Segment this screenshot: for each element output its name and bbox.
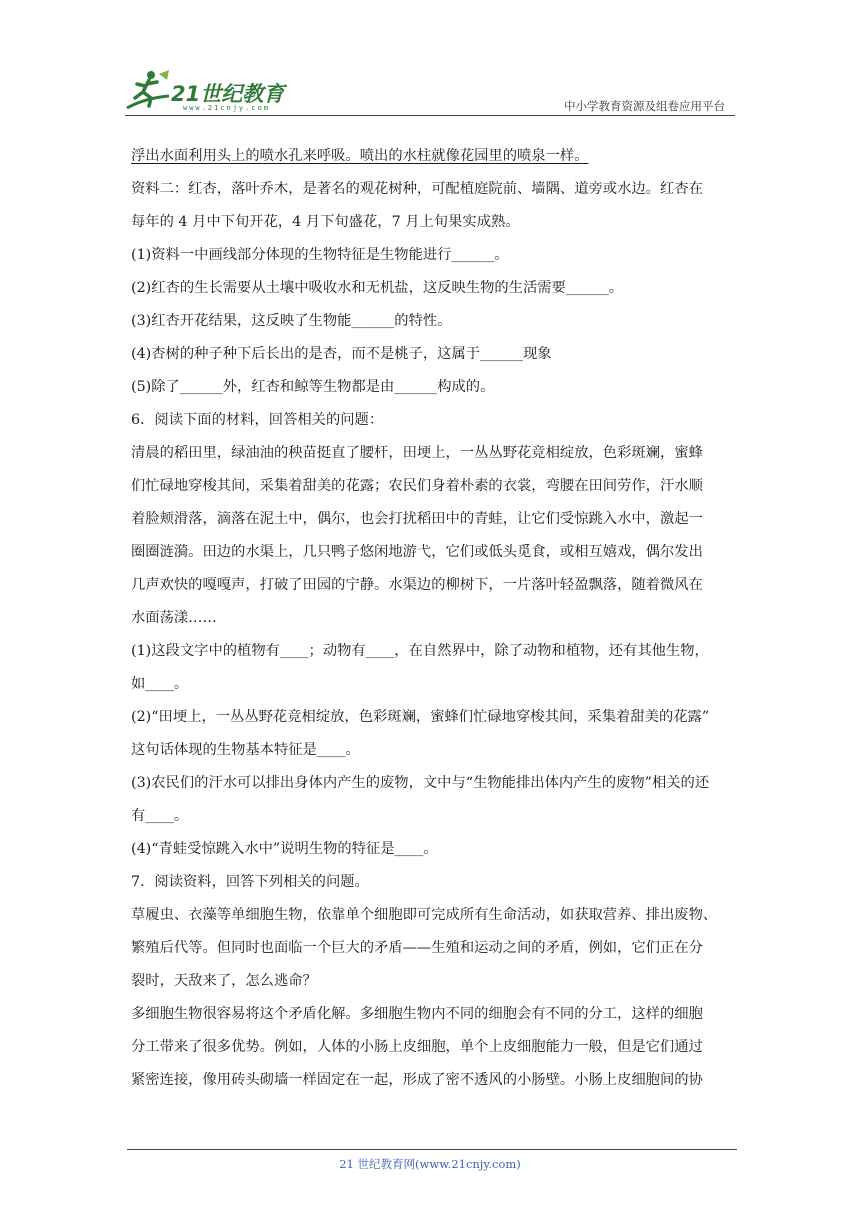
- text-line: 草履虫、衣藻等单细胞生物，依靠单个细胞即可完成所有生命活动，如获取营养、排出废物、: [131, 907, 718, 923]
- text-line: 清晨的稻田里，绿油油的秧苗挺直了腰杆，田埂上，一丛丛野花竞相绽放，色彩斑斓，蜜蜂: [131, 445, 703, 461]
- text-line: 紧密连接，像用砖头砌墙一样固定在一起，形成了密不透风的小肠壁。小肠上皮细胞间的协: [131, 1072, 703, 1088]
- question-line: 有____。: [131, 808, 189, 824]
- text-line: 繁殖后代等。但同时也面临一个巨大的矛盾——生殖和运动之间的矛盾，例如，它们正在分: [131, 940, 703, 956]
- text-line: 水面荡漾……: [131, 610, 217, 626]
- text-line: 们忙碌地穿梭其间，采集着甜美的花露；农民们身着朴素的衣裳，弯腰在田间劳作，汗水顺: [131, 478, 703, 494]
- question-line: (1)资料一中画线部分体现的生物特征是生物能进行______。: [131, 247, 509, 263]
- question-heading: 6．阅读下面的材料，回答相关的问题：: [131, 412, 384, 428]
- text-line-underlined: 浮出水面利用头上的喷水孔来呼吸。喷出的水柱就像花园里的喷泉一样。: [131, 148, 589, 164]
- question-line: 这句话体现的生物基本特征是____。: [131, 742, 360, 758]
- logo-text: 21世纪教育: [171, 82, 285, 106]
- question-line: (5)除了______外，红杏和鲸等生物都是由______构成的。: [131, 379, 495, 395]
- text-line: 每年的 4 月中下旬开花，4 月下旬盛花，7 月上旬果实成熟。: [131, 214, 520, 230]
- question-line: (4)“青蛙受惊跳入水中”说明生物的特征是____。: [131, 841, 438, 857]
- logo: [125, 68, 295, 114]
- question-line: (3)农民们的汗水可以排出身体内产生的废物，文中与“生物能排出体内产生的废物”相关的还: [131, 775, 710, 791]
- question-line: (2)红杏的生长需要从土壤中吸收水和无机盐，这反映生物的生活需要______。: [131, 280, 624, 296]
- question-line: (4)杏树的种子种下后长出的是杏，而不是桃子，这属于______现象: [131, 346, 552, 362]
- text-line: 分工带来了很多优势。例如，人体的小肠上皮细胞，单个上皮细胞能力一般，但是它们通过: [131, 1039, 703, 1055]
- text-line: 着脸颊滑落，滴落在泥土中，偶尔，也会打扰稻田中的青蛙，让它们受惊跳入水中，激起一: [131, 511, 703, 527]
- question-heading: 7．阅读资料，回答下列相关的问题。: [131, 874, 369, 890]
- logo-url: www.21cnjy.com: [183, 104, 271, 112]
- header-divider: [125, 115, 735, 116]
- header-slogan: 中小学教育资源及组卷应用平台: [564, 99, 725, 113]
- question-line: 如____。: [131, 676, 189, 692]
- footer-divider: [127, 1149, 737, 1150]
- page-footer[interactable]: 21 世纪教育网(www.21cnjy.com): [339, 1157, 521, 1171]
- question-line: (1)这段文字中的植物有____；动物有____，在自然界中，除了动物和植物，还有其他生物，: [131, 643, 709, 659]
- runner-logo-icon: [125, 68, 173, 114]
- text-line: 裂时，天敌来了，怎么逃命？: [131, 973, 317, 989]
- text-line: 资料二：红杏，落叶乔木，是著名的观花树种，可配植庭院前、墙隅、道旁或水边。红杏在: [131, 181, 703, 197]
- text-line: 圈圈涟漪。田边的水渠上，几只鸭子悠闲地游弋，它们或低头觅食，或相互嬉戏，偶尔发出: [131, 544, 703, 560]
- text-line: 几声欢快的嘎嘎声，打破了田园的宁静。水渠边的柳树下，一片落叶轻盈飘落，随着微风在: [131, 577, 703, 593]
- page-header: [125, 62, 735, 118]
- document-body: [131, 140, 731, 1097]
- text-line: 多细胞生物很容易将这个矛盾化解。多细胞生物内不同的细胞会有不同的分工，这样的细胞: [131, 1006, 703, 1022]
- question-line: (3)红杏开花结果，这反映了生物能______的特性。: [131, 313, 452, 329]
- question-line: (2)“田埂上，一丛丛野花竞相绽放，色彩斑斓，蜜蜂们忙碌地穿梭其间，采集着甜美的花露”: [131, 709, 710, 725]
